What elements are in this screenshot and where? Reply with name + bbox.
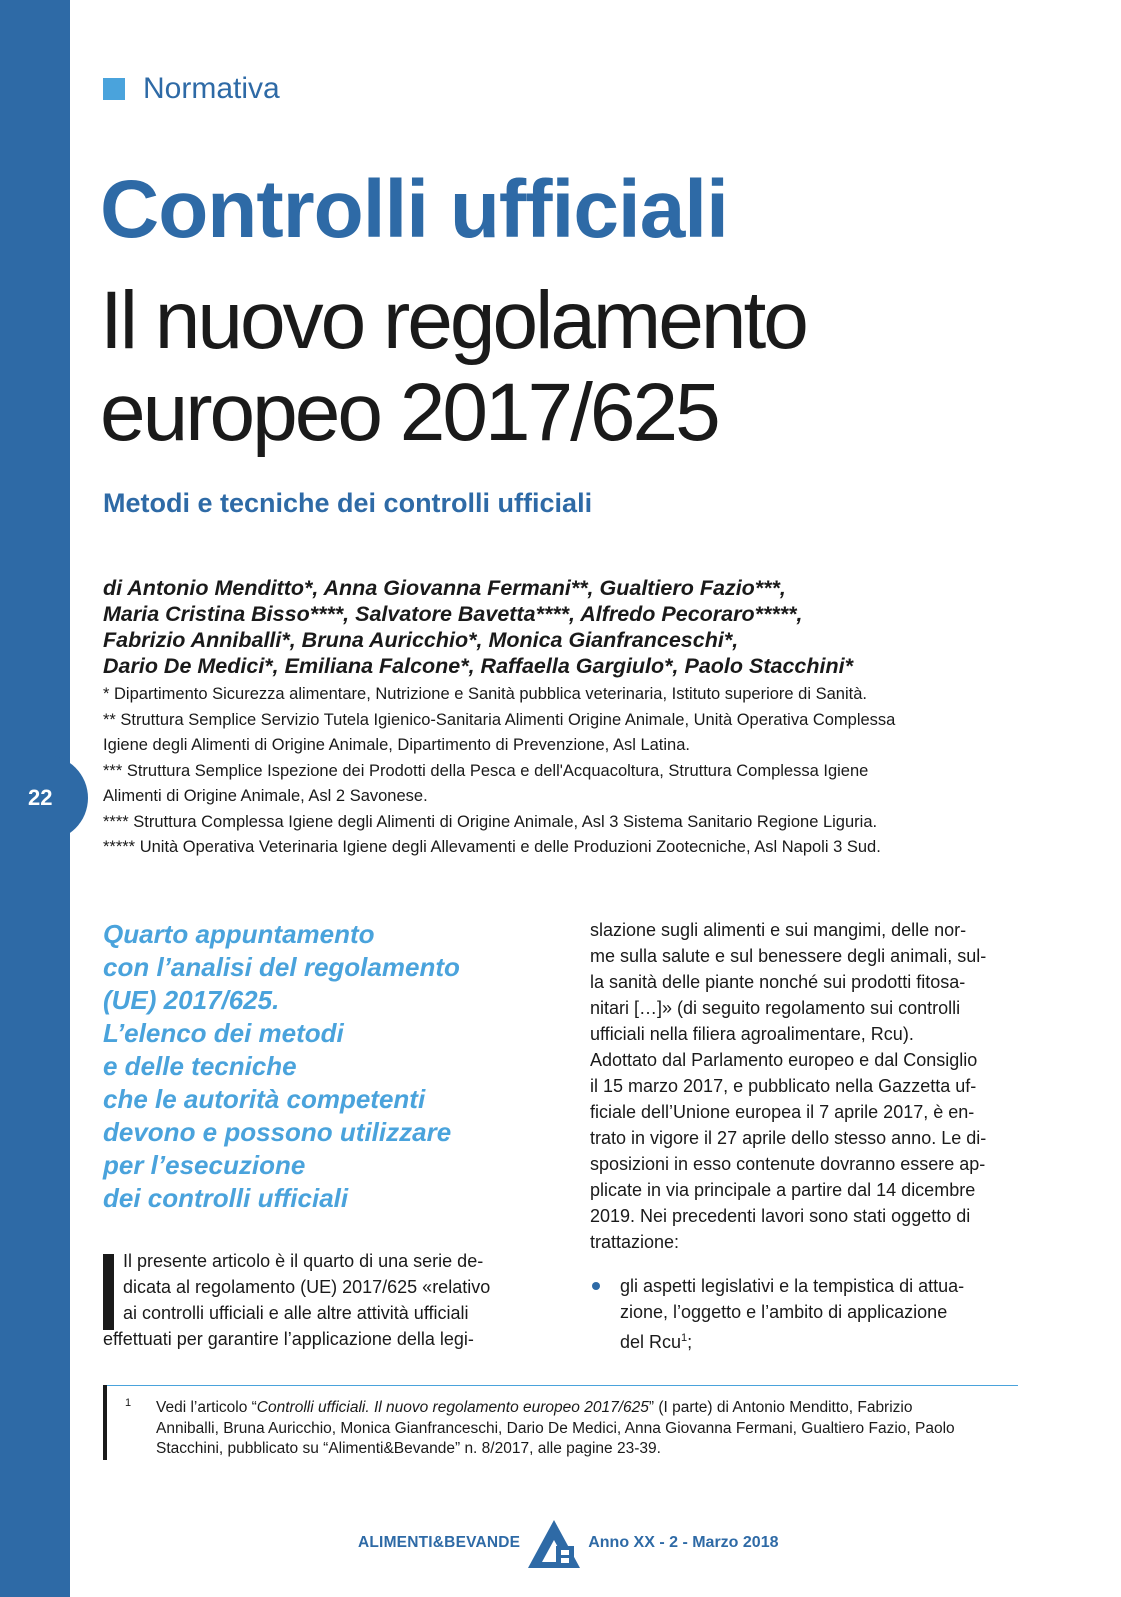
footnote-rest: ” (I parte) di Antonio Menditto, Fabrizio <box>648 1399 913 1416</box>
footnote-line: Anniballi, Bruna Auricchio, Monica Gianfranceschi, Dario De Medici, Anna Giovanna Fermani, Gualtiero Fazio, Paolo <box>156 1419 955 1437</box>
lede-line: devono e possono utilizzare <box>103 1117 452 1147</box>
body-line: il 15 marzo 2017, e pubblicato nella Gazzetta uf- <box>590 1076 977 1096</box>
footnote-line: Stacchini, pubblicato su “Alimenti&Bevande” n. 8/2017, alle pagine 23-39. <box>156 1440 661 1457</box>
body-line: Adottato dal Parlamento europeo e dal Consiglio <box>590 1050 978 1070</box>
body-line: trattazione: <box>590 1232 680 1252</box>
issue-info: Anno XX - 2 - Marzo 2018 <box>588 1534 779 1551</box>
footnote-rule <box>103 1385 1018 1386</box>
affiliation-line: Alimenti di Origine Animale, Asl 2 Savonese. <box>103 787 428 805</box>
bullet-line-last <box>620 1325 1018 1355</box>
article-title: Controlli ufficiali <box>100 164 728 255</box>
affiliation-line: *** Struttura Semplice Ispezione dei Prodotti della Pesca e dell'Acquacoltura, Struttura Complessa Igiene <box>103 761 869 780</box>
body-line: ficiale dell’Unione europea il 7 aprile 2017, è en- <box>590 1102 975 1122</box>
body-line: effettuati per garantire l’applicazione della legi- <box>103 1329 474 1349</box>
lede-line: che le autorità competenti <box>103 1084 426 1114</box>
section-header <box>103 72 280 106</box>
page-number: 22 <box>28 785 53 810</box>
magazine-logo-icon <box>524 1516 584 1570</box>
lede-summary <box>103 918 543 1215</box>
affiliation-line: Igiene degli Alimenti di Origine Animale, Dipartimento di Prevenzione, Asl Latina. <box>103 736 690 754</box>
lede-line: L’elenco dei metodi <box>103 1018 344 1048</box>
bullet-dot-icon <box>592 1282 600 1290</box>
lede-line: Quarto appuntamento <box>103 919 375 949</box>
body-line: Il presente articolo è il quarto di una serie de- <box>123 1251 484 1271</box>
affiliation-list <box>103 682 1023 861</box>
author-line: Fabrizio Anniballi*, Bruna Auricchio*, Monica Gianfranceschi*, <box>103 628 739 652</box>
footnote-prefix: Vedi l’articolo “ <box>156 1399 257 1416</box>
body-line: slazione sugli alimenti e sui mangimi, delle nor- <box>590 920 967 940</box>
bullet-line: gli aspetti legislativi e la tempistica di attua- <box>620 1276 965 1296</box>
body-line: plicate in via principale a partire dal 14 dicembre <box>590 1180 976 1200</box>
body-line: la sanità delle piante nonché sui prodotti fitosa- <box>590 972 966 992</box>
body-line: ai controlli ufficiali e alle altre attività ufficiali <box>123 1303 469 1323</box>
bullet-tail: ; <box>687 1332 693 1352</box>
page-footer <box>358 1518 918 1568</box>
footnote-line <box>156 1398 1018 1419</box>
body-line: 2019. Nei precedenti lavori sono stati oggetto di <box>590 1206 971 1226</box>
footnote-bar <box>103 1385 107 1460</box>
bullet-line: del Rcu <box>620 1332 682 1352</box>
body-line: sposizioni in esso contenute dovranno essere ap- <box>590 1154 986 1174</box>
author-line: Maria Cristina Bisso****, Salvatore Bavetta****, Alfredo Pecoraro*****, <box>103 602 803 626</box>
body-line: nitari […]» (di seguito regolamento sui controlli <box>590 998 961 1018</box>
affiliation-line: **** Struttura Complessa Igiene degli Alimenti di Origine Animale, Asl 3 Sistema Sanitario Regione Liguria. <box>103 812 878 831</box>
body-column-right <box>590 917 1018 1355</box>
footnote-mark: 1 <box>125 1397 132 1409</box>
footnote-cited-title: Controlli ufficiali. Il nuovo regolamento europeo 2017/625 <box>256 1399 649 1416</box>
author-line: di Antonio Menditto*, Anna Giovanna Fermani**, Gualtiero Fazio***, <box>103 576 786 600</box>
body-line: dicata al regolamento (UE) 2017/625 «relativo <box>123 1277 491 1297</box>
affiliation-line: * Dipartimento Sicurezza alimentare, Nutrizione e Sanità pubblica veterinaria, Istituto superiore di Sanità. <box>103 685 867 703</box>
bullet-line: zione, l’oggetto e l’ambito di applicazione <box>620 1302 948 1322</box>
affiliation-line: ** Struttura Semplice Servizio Tutela Igienico-Sanitaria Alimenti Origine Animale, Unità Operativa Complessa <box>103 710 896 729</box>
magazine-name: ALIMENTI&BEVANDE <box>358 1534 521 1551</box>
lede-line: (UE) 2017/625. <box>103 985 280 1015</box>
body-line: trato in vigore il 27 aprile dello stesso anno. Le di- <box>590 1128 987 1148</box>
bullet-item <box>590 1273 1018 1355</box>
article-title-secondary: Il nuovo regolamento europeo 2017/625 <box>100 275 806 458</box>
body-column-left <box>103 1248 533 1352</box>
body-line: ufficiali nella filiera agroalimentare, Rcu). <box>590 1024 914 1044</box>
author-list <box>103 575 1033 679</box>
footnote-text <box>156 1398 1018 1460</box>
lede-line: per l’esecuzione <box>103 1150 306 1180</box>
footnote-ref[interactable]: 1 <box>681 1332 688 1344</box>
article-subtitle: Metodi e tecniche dei controlli ufficiali <box>103 488 593 518</box>
page-number-tab <box>0 755 88 841</box>
footnote <box>103 1385 1018 1457</box>
lede-line: con l’analisi del regolamento <box>103 952 460 982</box>
body-line: me sulla salute e sul benessere degli animali, sul- <box>590 946 987 966</box>
affiliation-line: ***** Unità Operativa Veterinaria Igiene degli Allevamenti e delle Produzioni Zootecniche, Asl Napoli 3 Sud. <box>103 838 881 856</box>
lede-line: e delle tecniche <box>103 1051 297 1081</box>
lede-line: dei controlli ufficiali <box>103 1183 349 1213</box>
section-label: Normativa <box>143 72 280 105</box>
author-line: Dario De Medici*, Emiliana Falcone*, Raffaella Gargiulo*, Paolo Stacchini* <box>103 654 853 678</box>
section-square-icon <box>103 78 125 100</box>
